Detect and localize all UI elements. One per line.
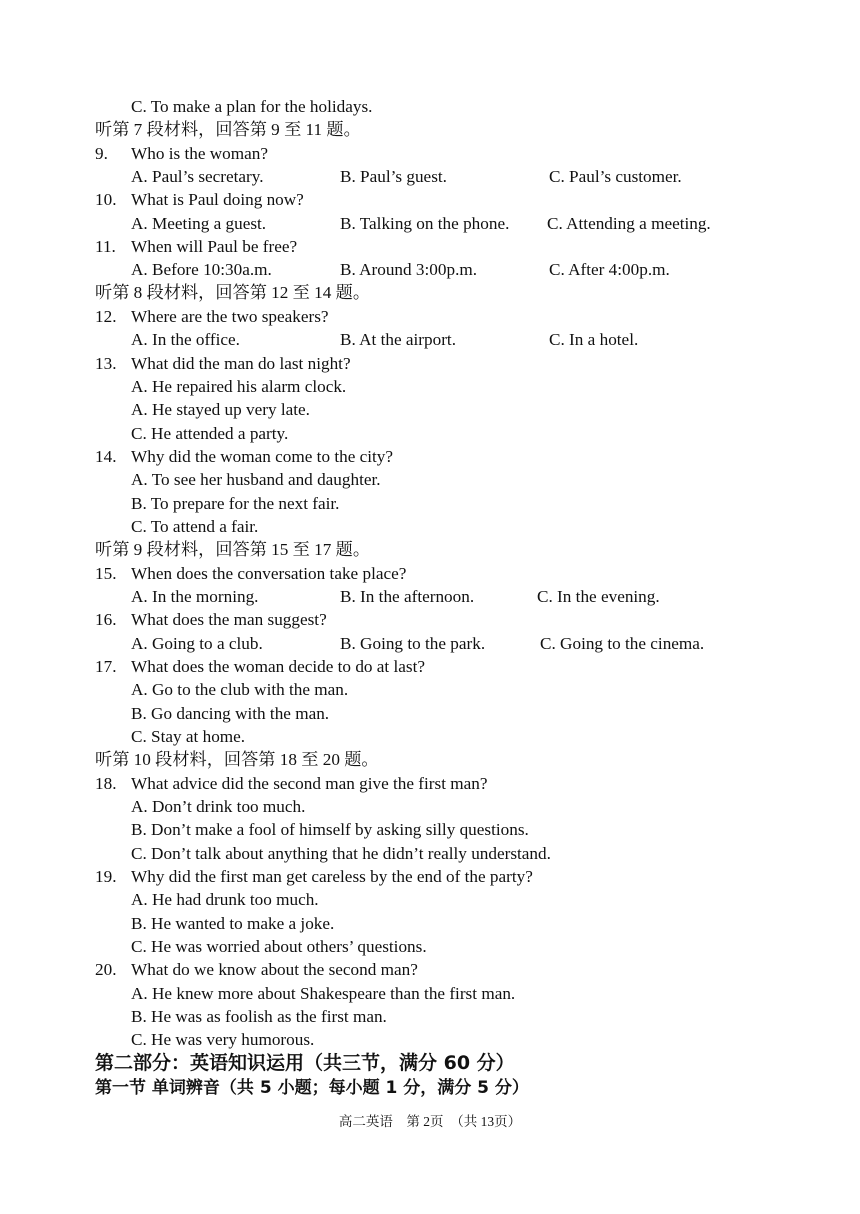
option-b: B. He wanted to make a joke. <box>131 914 335 933</box>
option-b: B. Paul’s guest. <box>340 167 447 186</box>
question-number: 15. <box>95 564 117 583</box>
option-a: A. In the morning. <box>131 587 259 606</box>
option-c: C. Attending a meeting. <box>547 214 711 233</box>
option-c: C. He was very humorous. <box>131 1030 315 1049</box>
option-b: B. At the airport. <box>340 330 456 349</box>
option-b: B. Don’t make a fool of himself by asking silly questions. <box>131 820 529 839</box>
option-c: C. He attended a party. <box>131 424 289 443</box>
question-number: 11. <box>95 237 116 256</box>
option-c: C. To attend a fair. <box>131 517 259 536</box>
question-number: 10. <box>95 190 117 209</box>
question-number: 9. <box>95 144 108 163</box>
question-number: 12. <box>95 307 117 326</box>
option-b: B. He was as foolish as the first man. <box>131 1007 387 1026</box>
option-c: C. Paul’s customer. <box>549 167 682 186</box>
option-text: C. To make a plan for the holidays. <box>131 97 373 116</box>
part-heading: 第二部分：英语知识运用（共三节，满分 60 分） <box>95 1052 515 1074</box>
option-a: A. In the office. <box>131 330 240 349</box>
option-a: A. He repaired his alarm clock. <box>131 377 347 396</box>
question-text: When will Paul be free? <box>131 237 298 256</box>
question-text: What did the man do last night? <box>131 354 351 373</box>
option-b: B. To prepare for the next fair. <box>131 494 340 513</box>
page-footer: 高二英语 第 2页 （共 13页） <box>338 1114 522 1129</box>
question-text: What do we know about the second man? <box>131 960 418 979</box>
question-text: What does the man suggest? <box>131 610 327 629</box>
question-number: 14. <box>95 447 117 466</box>
question-number: 13. <box>95 354 117 373</box>
option-a: A. Meeting a guest. <box>131 214 267 233</box>
option-a: A. Go to the club with the man. <box>131 680 349 699</box>
option-c: C. Don’t talk about anything that he didn’t really understand. <box>131 844 551 863</box>
option-a: A. He had drunk too much. <box>131 890 319 909</box>
section-instruction: 听第 10 段材料，回答第 18 至 20 题。 <box>95 750 379 769</box>
option-c: C. He was worried about others’ questions. <box>131 937 427 956</box>
question-text: When does the conversation take place? <box>131 564 407 583</box>
option-b: B. Go dancing with the man. <box>131 704 330 723</box>
section-instruction: 听第 7 段材料，回答第 9 至 11 题。 <box>95 120 361 139</box>
question-number: 19. <box>95 867 117 886</box>
option-c: C. Stay at home. <box>131 727 246 746</box>
option-b: B. Talking on the phone. <box>340 214 510 233</box>
question-text: What advice did the second man give the first man? <box>131 774 488 793</box>
option-a: A. Don’t drink too much. <box>131 797 306 816</box>
section-instruction: 听第 8 段材料，回答第 12 至 14 题。 <box>95 283 371 302</box>
question-text: What does the woman decide to do at last? <box>131 657 426 676</box>
option-b: B. Going to the park. <box>340 634 486 653</box>
section-heading: 第一节 单词辨音（共 5 小题；每小题 1 分，满分 5 分） <box>95 1078 529 1098</box>
question-text: Why did the first man get careless by the end of the party? <box>131 867 533 886</box>
option-a: A. Paul’s secretary. <box>131 167 264 186</box>
option-b: B. In the afternoon. <box>340 587 475 606</box>
option-a: A. He knew more about Shakespeare than the first man. <box>131 984 516 1003</box>
option-a: A. Going to a club. <box>131 634 263 653</box>
option-b: B. Around 3:00p.m. <box>340 260 478 279</box>
question-number: 20. <box>95 960 117 979</box>
option-a: A. Before 10:30a.m. <box>131 260 272 279</box>
question-number: 18. <box>95 774 117 793</box>
question-text: Where are the two speakers? <box>131 307 329 326</box>
option-c: C. In a hotel. <box>549 330 639 349</box>
question-text: Why did the woman come to the city? <box>131 447 394 466</box>
option-a: A. To see her husband and daughter. <box>131 470 381 489</box>
option-c: C. After 4:00p.m. <box>549 260 670 279</box>
question-text: What is Paul doing now? <box>131 190 304 209</box>
section-instruction: 听第 9 段材料，回答第 15 至 17 题。 <box>95 540 371 559</box>
option-c: C. In the evening. <box>537 587 660 606</box>
option-b: A. He stayed up very late. <box>131 400 310 419</box>
option-c: C. Going to the cinema. <box>540 634 705 653</box>
question-text: Who is the woman? <box>131 144 268 163</box>
question-number: 16. <box>95 610 117 629</box>
question-number: 17. <box>95 657 117 676</box>
